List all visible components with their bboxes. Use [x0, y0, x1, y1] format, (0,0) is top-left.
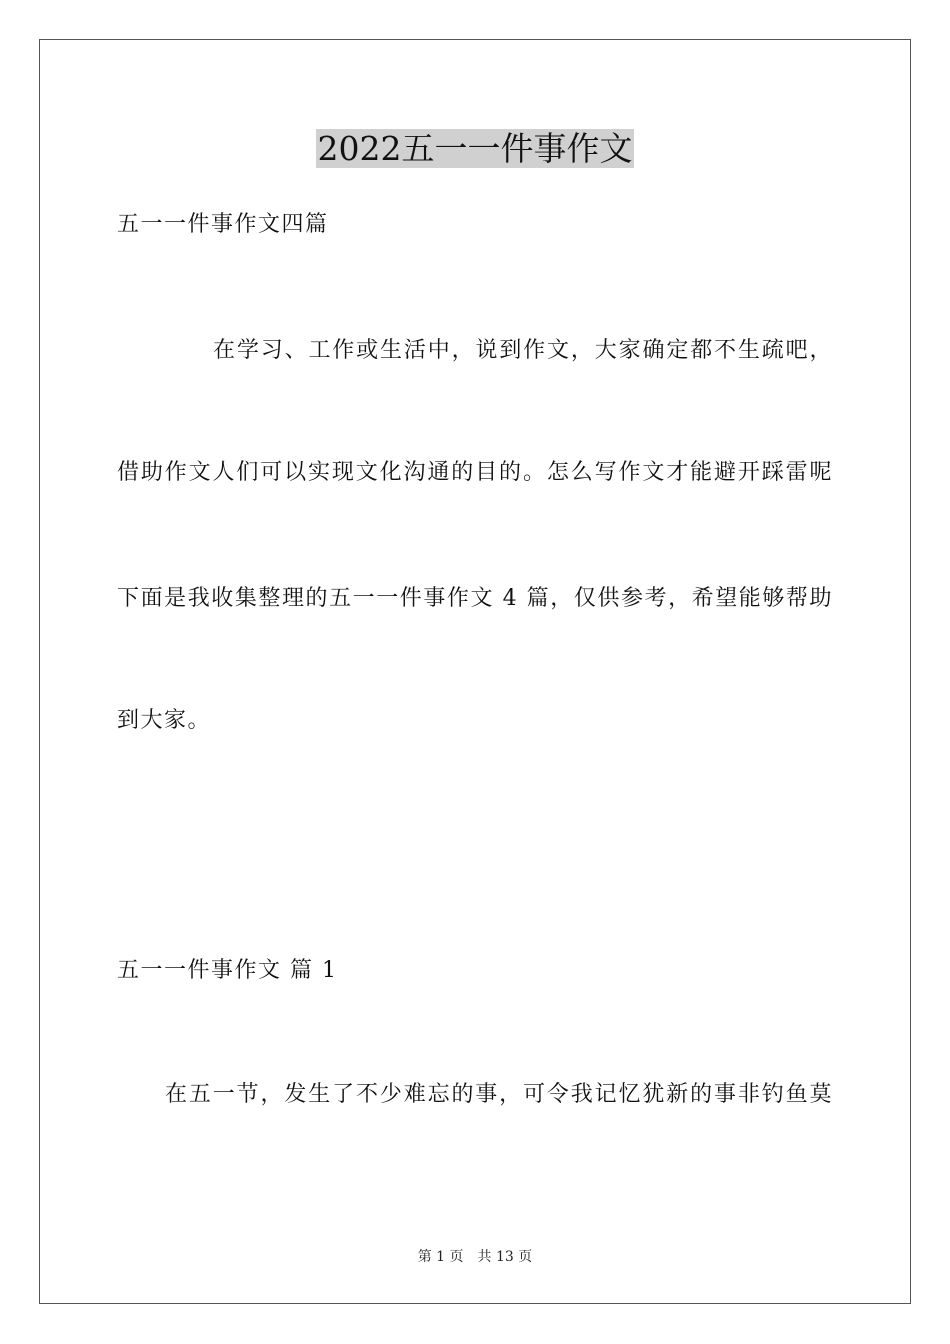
intro-line-4: 到大家。 — [117, 708, 212, 733]
page-total: 共 13 页 — [477, 1249, 533, 1265]
page-number: 第 1 页 — [417, 1249, 464, 1265]
document-subtitle: 五一一件事作文四篇 — [117, 212, 329, 237]
section-heading: 五一一件事作文 篇 1 — [117, 958, 338, 983]
intro-line-3: 下面是我收集整理的五一一件事作文 4 篇，仅供参考，希望能够帮助 — [117, 586, 833, 611]
section-first-line: 在五一节，发生了不少难忘的事，可令我记忆犹新的事非钓鱼莫 — [165, 1082, 833, 1107]
intro-line-1: 在学习、工作或生活中，说到作文，大家确定都不生疏吧， — [213, 338, 833, 363]
intro-line-2: 借助作文人们可以实现文化沟通的目的。怎么写作文才能避开踩雷呢 — [117, 460, 833, 485]
document-title — [0, 127, 950, 171]
page-footer — [0, 1247, 950, 1267]
document-title-text: 2022五一一件事作文 — [317, 129, 633, 168]
